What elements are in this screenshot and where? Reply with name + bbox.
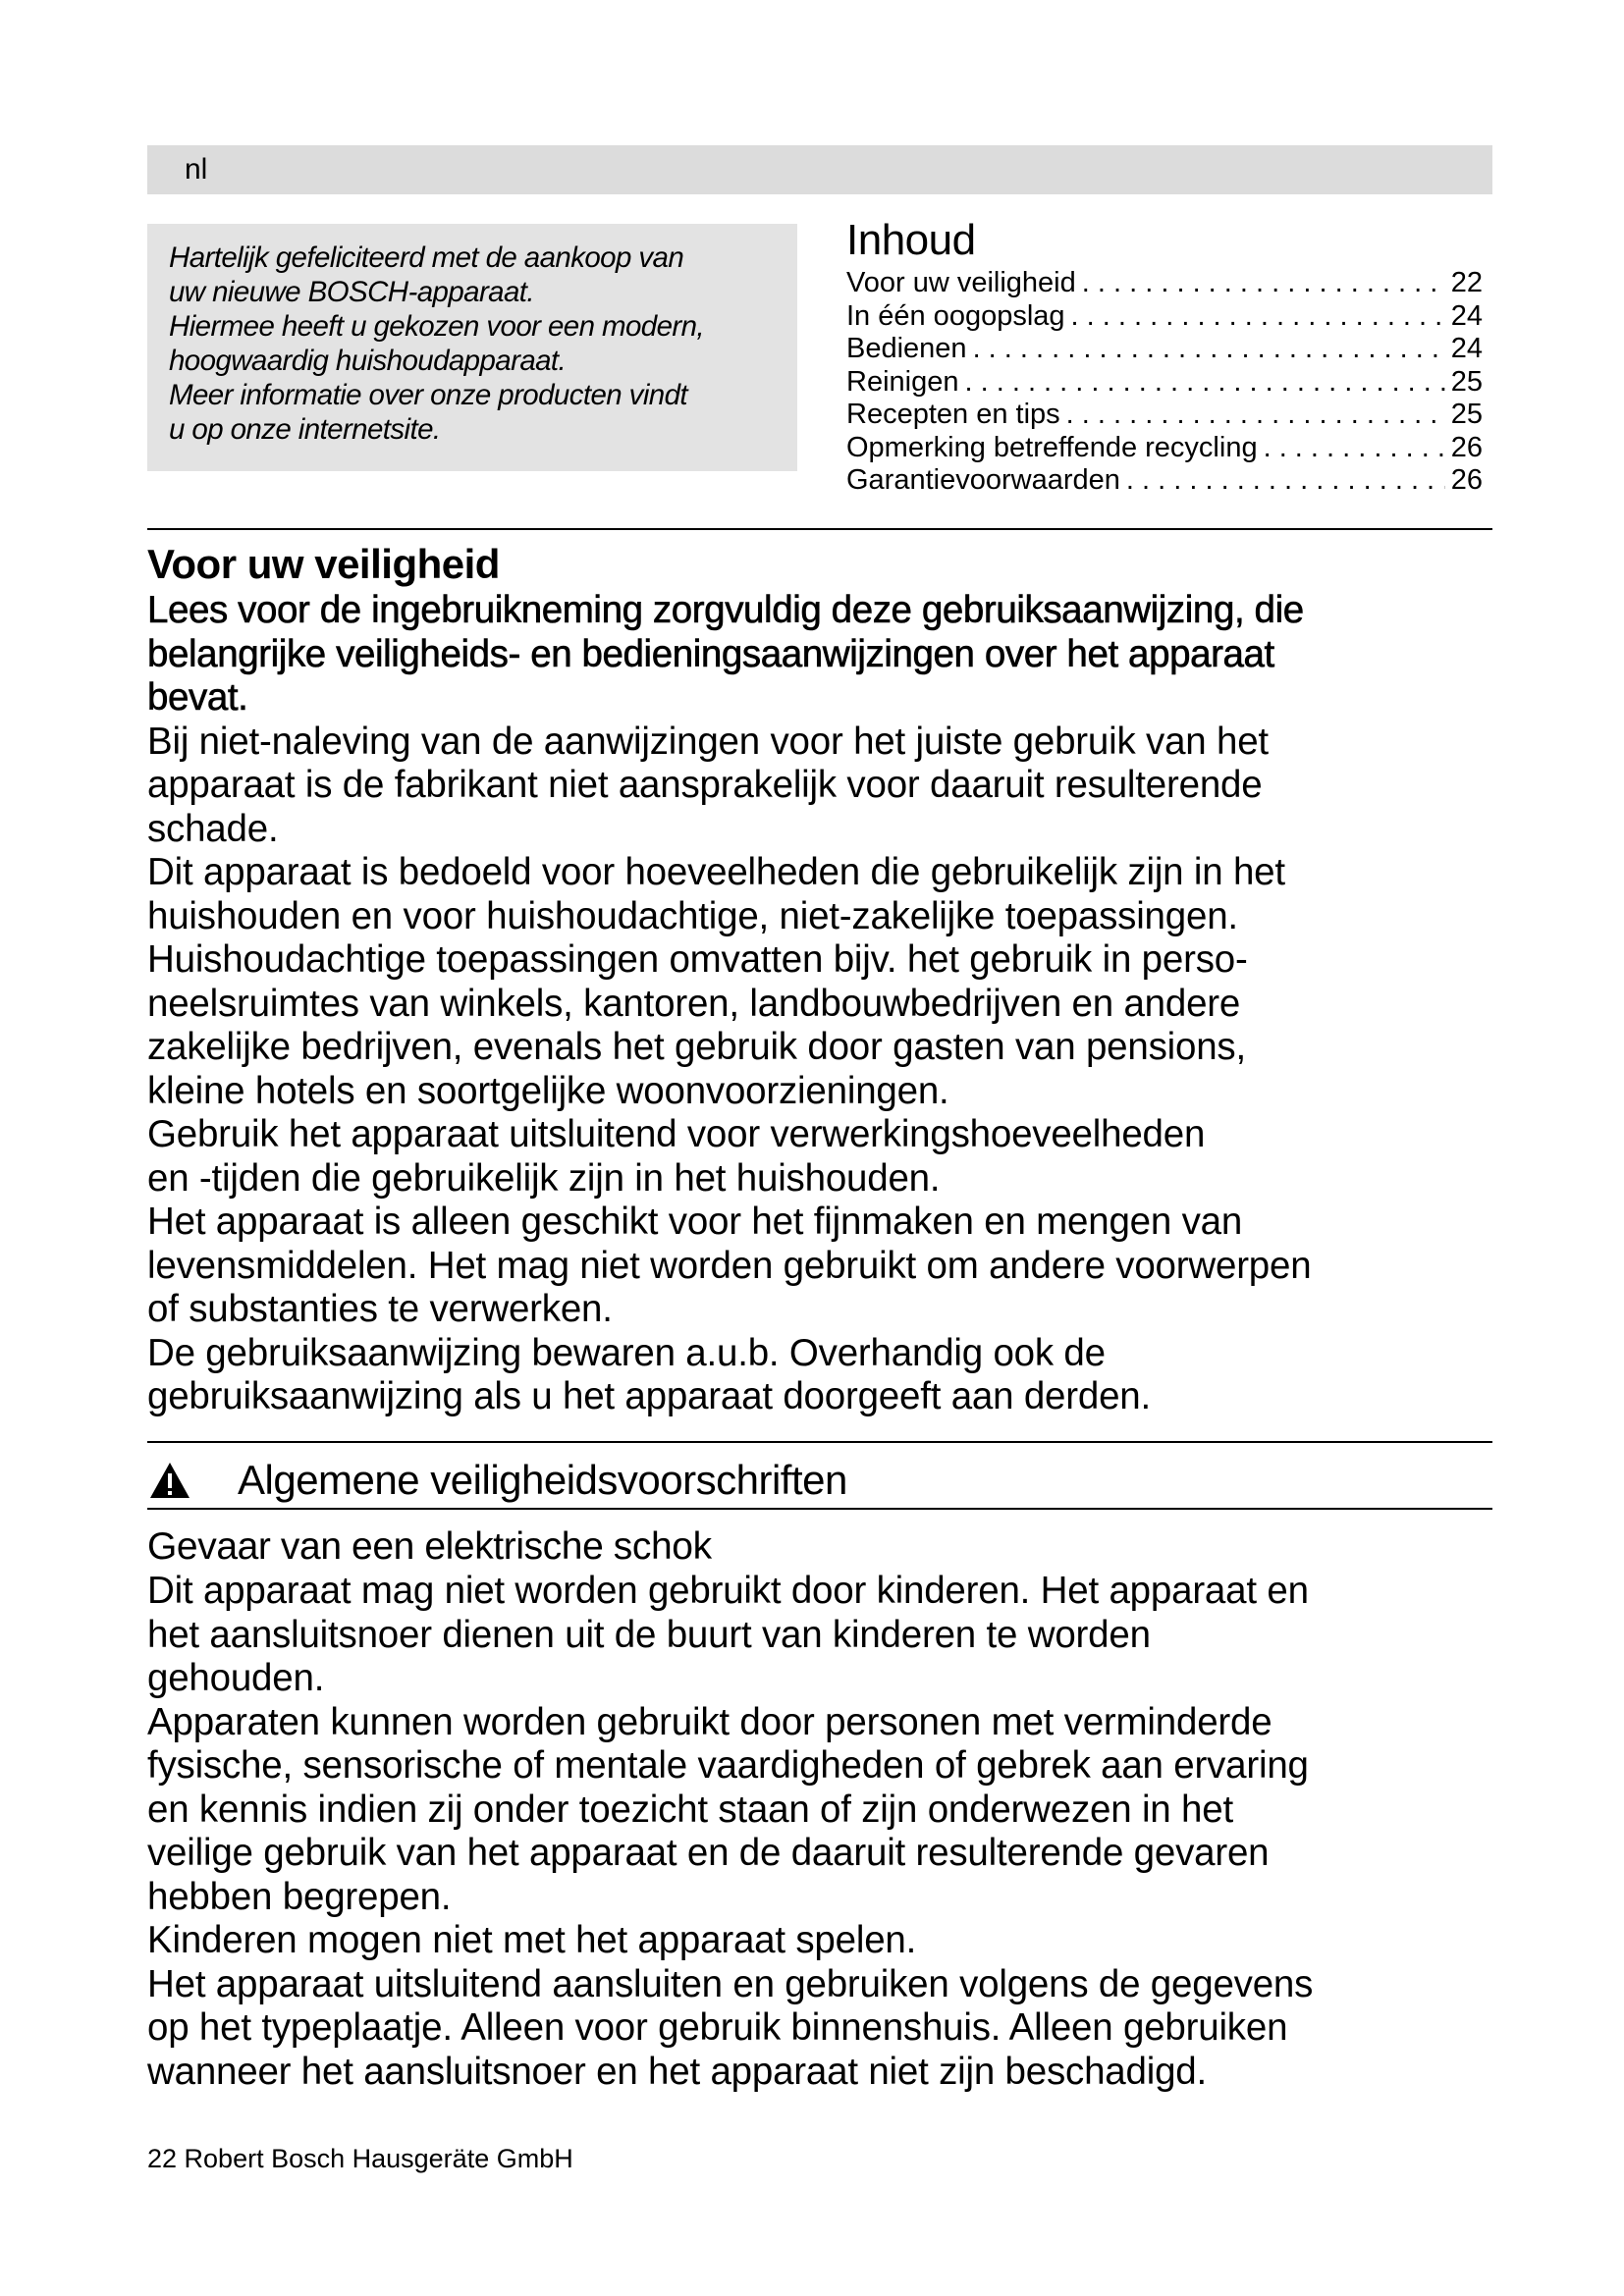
- toc-item-page: 24: [1450, 333, 1483, 364]
- body-line: en -tijden die gebruikelijk zijn in het huishouden.: [147, 1156, 941, 1200]
- body-line: het aansluitsnoer dienen uit de buurt van kinderen te worden: [147, 1613, 1151, 1656]
- language-code: nl: [185, 153, 208, 186]
- general-safety-title: Algemene veiligheidsvoorschriften: [238, 1457, 847, 1503]
- warning-triangle-icon: [149, 1462, 190, 1499]
- toc-item[interactable]: [846, 432, 1483, 465]
- intro-line: uw nieuwe BOSCH-apparaat.: [169, 276, 534, 308]
- body-line: De gebruiksaanwijzing bewaren a.u.b. Overhandig ook de: [147, 1331, 1106, 1374]
- toc-item-page: 25: [1450, 399, 1483, 430]
- toc-item[interactable]: [846, 300, 1483, 334]
- toc-leader-dots: [1126, 464, 1445, 498]
- language-bar: [147, 145, 1492, 194]
- toc-item[interactable]: [846, 464, 1483, 498]
- toc-item[interactable]: [846, 399, 1483, 432]
- section-divider: [147, 1441, 1492, 1443]
- toc-item-label: Garantievoorwaarden: [846, 464, 1120, 496]
- heading-underline: [147, 1508, 1492, 1510]
- toc-leader-dots: [1071, 300, 1445, 334]
- table-of-contents: [846, 212, 1485, 498]
- body-line: op het typeplaatje. Alleen voor gebruik binnenshuis. Alleen gebruiken: [147, 2006, 1288, 2049]
- toc-leader-dots: [1082, 267, 1445, 300]
- toc-item-page: 26: [1450, 464, 1483, 496]
- section-title: Voor uw veiligheid: [147, 541, 500, 587]
- general-safety-heading: [147, 1451, 1492, 1510]
- body-line: Bij niet-naleving van de aanwijzingen voor het juiste gebruik van het: [147, 720, 1269, 763]
- body-line: Dit apparaat is bedoeld voor hoeveelheden die gebruikelijk zijn in het: [147, 851, 1285, 893]
- lead-line: belangrijke veiligheids- en bedieningsaanwijzingen over het apparaat: [147, 632, 1274, 675]
- toc-item-page: 22: [1450, 267, 1483, 298]
- body-line: Het apparaat uitsluitend aansluiten en gebruiken volgens de gegevens: [147, 1962, 1314, 2005]
- body-line: fysische, sensorische of mentale vaardigheden of gebrek aan ervaring: [147, 1744, 1309, 1787]
- toc-item-label: Voor uw veiligheid: [846, 267, 1076, 298]
- toc-item-label: Opmerking betreffende recycling: [846, 431, 1258, 463]
- body-line: zakelijke bedrijven, evenals het gebruik door gasten van pensions,: [147, 1026, 1246, 1068]
- subsection-title: Gevaar van een elektrische schok: [147, 1525, 712, 1568]
- body-line: schade.: [147, 807, 279, 850]
- toc-item[interactable]: [846, 267, 1483, 300]
- intro-line: u op onze internetsite.: [169, 413, 441, 446]
- body-line: huishouden en voor huishoudachtige, niet-zakelijke toepassingen.: [147, 894, 1238, 937]
- general-safety-section: [147, 1524, 1522, 2094]
- body-line: Apparaten kunnen worden gebruikt door personen met verminderde: [147, 1700, 1272, 1743]
- body-line: veilige gebruik van het apparaat en de daaruit resulterende gevaren: [147, 1832, 1270, 1874]
- body-line: hebben begrepen.: [147, 1875, 452, 1918]
- toc-item-label: Bedienen: [846, 333, 967, 364]
- toc-item-label: Reinigen: [846, 365, 959, 398]
- body-line: Huishoudachtige toepassingen omvatten bijv. het gebruik in perso-: [147, 938, 1248, 981]
- body-line: Gebruik het apparaat uitsluitend voor verwerkingshoeveelheden: [147, 1113, 1206, 1155]
- toc-leader-dots: [1264, 432, 1445, 465]
- body-line: wanneer het aansluitsnoer en het apparaat niet zijn beschadigd.: [147, 2050, 1207, 2093]
- safety-section: [147, 540, 1522, 1419]
- lead-line: Lees voor de ingebruikneming zorgvuldig deze gebruiksaanwijzing, die: [147, 589, 1304, 631]
- body-line: apparaat is de fabrikant niet aansprakelijk voor daaruit resulterende: [147, 764, 1263, 806]
- toc-item[interactable]: [846, 333, 1483, 366]
- body-line: en kennis indien zij onder toezicht staan of zijn onderwezen in het: [147, 1788, 1233, 1831]
- lead-line: bevat.: [147, 676, 248, 719]
- body-line: gebruiksaanwijzing als u het apparaat doorgeeft aan derden.: [147, 1375, 1152, 1417]
- body-line: of substanties te verwerken.: [147, 1288, 613, 1330]
- body-line: kleine hotels en soortgelijke woonvoorzieningen.: [147, 1069, 949, 1112]
- intro-line: Meer informatie over onze producten vindt: [169, 379, 687, 411]
- toc-title: Inhoud: [846, 216, 976, 264]
- toc-item-label: Recepten en tips: [846, 399, 1060, 430]
- toc-item-page: 24: [1450, 299, 1483, 332]
- section-divider: [147, 528, 1492, 530]
- body-line: neelsruimtes van winkels, kantoren, landbouwbedrijven en andere: [147, 982, 1241, 1025]
- toc-item[interactable]: [846, 366, 1483, 400]
- intro-line: hoogwaardig huishoudapparaat.: [169, 345, 567, 377]
- intro-line: Hiermee heeft u gekozen voor een modern,: [169, 310, 705, 343]
- page-footer: 22 Robert Bosch Hausgeräte GmbH: [147, 2144, 573, 2173]
- toc-item-page: 26: [1450, 431, 1483, 463]
- toc-leader-dots: [964, 366, 1444, 400]
- toc-leader-dots: [973, 333, 1445, 366]
- body-line: Het apparaat is alleen geschikt voor het fijnmaken en mengen van: [147, 1201, 1243, 1243]
- toc-leader-dots: [1066, 399, 1445, 432]
- body-line: Kinderen mogen niet met het apparaat spelen.: [147, 1919, 917, 1961]
- toc-item-page: 25: [1450, 365, 1483, 398]
- body-line: gehouden.: [147, 1657, 325, 1699]
- toc-item-label: In één oogopslag: [846, 299, 1065, 332]
- body-line: Dit apparaat mag niet worden gebruikt door kinderen. Het apparaat en: [147, 1570, 1309, 1612]
- intro-box: [147, 224, 797, 471]
- body-line: levensmiddelen. Het mag niet worden gebruikt om andere voorwerpen: [147, 1244, 1312, 1287]
- intro-line: Hartelijk gefeliciteerd met de aankoop van: [169, 241, 684, 274]
